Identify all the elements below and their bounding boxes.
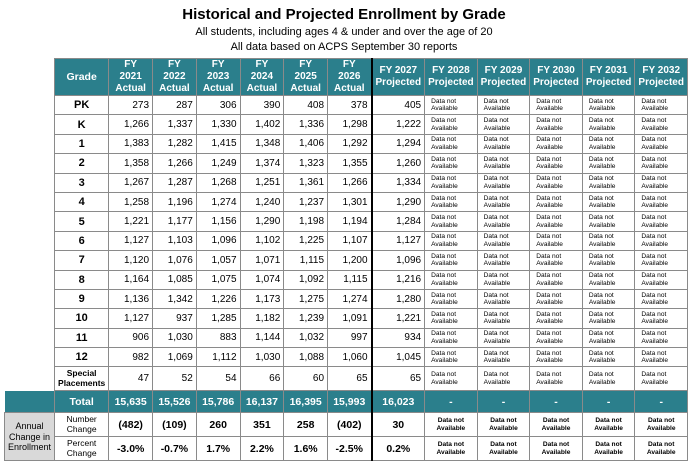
- enrollment-value: 1,115: [284, 251, 328, 270]
- table-row: [5, 289, 688, 308]
- table-row-special-placements: [5, 367, 688, 391]
- enrollment-value: 1,383: [109, 134, 153, 153]
- not-available-cell: Data not Available: [530, 154, 583, 173]
- total-dash: -: [425, 391, 478, 413]
- enrollment-value: 1,103: [153, 231, 197, 250]
- grade-label: 7: [55, 251, 109, 270]
- not-available-cell: Data not Available: [582, 309, 635, 328]
- enrollment-value: 1,415: [196, 134, 240, 153]
- grade-header: Grade: [55, 59, 109, 96]
- row-blank: [5, 115, 55, 134]
- enrollment-value: 1,136: [109, 289, 153, 308]
- enrollment-value: 1,337: [153, 115, 197, 134]
- grade-label: 4: [55, 192, 109, 211]
- grade-label: 6: [55, 231, 109, 250]
- not-available-cell: Data not Available: [582, 251, 635, 270]
- enrollment-value: 1,402: [240, 115, 284, 134]
- not-available-cell: Data not Available: [530, 289, 583, 308]
- grade-label: 1: [55, 134, 109, 153]
- enrollment-value: 1,156: [196, 212, 240, 231]
- not-available-cell: Data not Available: [530, 192, 583, 211]
- enrollment-value: 982: [109, 348, 153, 367]
- enrollment-value: 1,112: [196, 348, 240, 367]
- not-available-cell: Data not Available: [530, 270, 583, 289]
- column-header-fy-2027: FY 2027 Projected: [372, 59, 425, 96]
- not-available-cell: Data not Available: [530, 115, 583, 134]
- column-header-fy-2024: FY 2024 Actual: [240, 59, 284, 96]
- column-header-fy-2021: FY 2021 Actual: [109, 59, 153, 96]
- enrollment-value: 1,085: [153, 270, 197, 289]
- not-available-cell: Data not Available: [477, 96, 530, 115]
- percent-change-value: -0.7%: [153, 437, 197, 461]
- enrollment-value: 1,266: [328, 173, 372, 192]
- percent-change-value: 0.2%: [372, 437, 425, 461]
- number-change-value: (402): [328, 413, 372, 437]
- not-available-cell: Data not Available: [635, 437, 688, 461]
- not-available-cell: Data not Available: [425, 192, 478, 211]
- enrollment-value: 1,266: [153, 154, 197, 173]
- not-available-cell: Data not Available: [477, 192, 530, 211]
- not-available-cell: Data not Available: [477, 413, 530, 437]
- number-change-value: 260: [196, 413, 240, 437]
- enrollment-value: 1,358: [109, 154, 153, 173]
- number-change-row: [5, 413, 688, 437]
- subtitle-students: All students, including ages 4 & under and over the age of 20: [195, 26, 493, 38]
- enrollment-value: 1,334: [372, 173, 425, 192]
- not-available-cell: Data not Available: [425, 134, 478, 153]
- not-available-cell: Data not Available: [530, 251, 583, 270]
- not-available-cell: Data not Available: [477, 367, 530, 391]
- not-available-cell: Data not Available: [635, 134, 688, 153]
- enrollment-value: 1,355: [328, 154, 372, 173]
- total-value: 15,786: [196, 391, 240, 413]
- not-available-cell: Data not Available: [477, 212, 530, 231]
- enrollment-value: 65: [328, 367, 372, 391]
- not-available-cell: Data not Available: [635, 154, 688, 173]
- enrollment-value: 1,290: [372, 192, 425, 211]
- not-available-cell: Data not Available: [477, 270, 530, 289]
- row-blank: [5, 367, 55, 391]
- enrollment-value: 1,045: [372, 348, 425, 367]
- enrollment-value: 1,221: [109, 212, 153, 231]
- enrollment-value: 1,194: [328, 212, 372, 231]
- subtitle-source: All data based on ACPS September 30 reports: [230, 41, 458, 53]
- enrollment-value: 1,092: [284, 270, 328, 289]
- page-title: Historical and Projected Enrollment by Grade: [182, 6, 506, 23]
- grade-label: 12: [55, 348, 109, 367]
- enrollment-value: 1,285: [196, 309, 240, 328]
- enrollment-value: 1,275: [284, 289, 328, 308]
- row-blank: [5, 270, 55, 289]
- enrollment-value: 60: [284, 367, 328, 391]
- number-change-value: 258: [284, 413, 328, 437]
- not-available-cell: Data not Available: [425, 309, 478, 328]
- table-row: [5, 328, 688, 347]
- not-available-cell: Data not Available: [477, 251, 530, 270]
- not-available-cell: Data not Available: [530, 231, 583, 250]
- enrollment-value: 1,096: [372, 251, 425, 270]
- enrollment-value: 997: [328, 328, 372, 347]
- percent-change-row: [5, 437, 688, 461]
- not-available-cell: Data not Available: [425, 173, 478, 192]
- percent-change-value: 1.7%: [196, 437, 240, 461]
- row-blank: [5, 134, 55, 153]
- enrollment-value: 1,216: [372, 270, 425, 289]
- corner-blank: [5, 59, 55, 96]
- row-blank: [5, 96, 55, 115]
- enrollment-value: 1,267: [109, 173, 153, 192]
- not-available-cell: Data not Available: [477, 437, 530, 461]
- enrollment-value: 1,301: [328, 192, 372, 211]
- enrollment-value: 1,282: [153, 134, 197, 153]
- not-available-cell: Data not Available: [530, 367, 583, 391]
- not-available-cell: Data not Available: [425, 251, 478, 270]
- total-value: 16,137: [240, 391, 284, 413]
- enrollment-value: 1,361: [284, 173, 328, 192]
- not-available-cell: Data not Available: [425, 328, 478, 347]
- enrollment-value: 306: [196, 96, 240, 115]
- enrollment-value: 1,091: [328, 309, 372, 328]
- column-header-fy-2025: FY 2025 Actual: [284, 59, 328, 96]
- grade-label: 2: [55, 154, 109, 173]
- grade-label: 9: [55, 289, 109, 308]
- not-available-cell: Data not Available: [582, 173, 635, 192]
- not-available-cell: Data not Available: [530, 328, 583, 347]
- not-available-cell: Data not Available: [635, 348, 688, 367]
- not-available-cell: Data not Available: [635, 212, 688, 231]
- enrollment-value: 1,274: [328, 289, 372, 308]
- grade-label: 8: [55, 270, 109, 289]
- enrollment-value: 1,290: [240, 212, 284, 231]
- enrollment-value: 1,102: [240, 231, 284, 250]
- not-available-cell: Data not Available: [582, 413, 635, 437]
- enrollment-value: 1,287: [153, 173, 197, 192]
- not-available-cell: Data not Available: [582, 348, 635, 367]
- column-header-fy-2032: FY 2032 Projected: [635, 59, 688, 96]
- grade-label: 3: [55, 173, 109, 192]
- enrollment-value: 273: [109, 96, 153, 115]
- not-available-cell: Data not Available: [477, 115, 530, 134]
- not-available-cell: Data not Available: [582, 115, 635, 134]
- number-change-label: Number Change: [55, 413, 109, 437]
- not-available-cell: Data not Available: [582, 134, 635, 153]
- enrollment-value: 1,076: [153, 251, 197, 270]
- enrollment-value: 1,239: [284, 309, 328, 328]
- row-blank: [5, 309, 55, 328]
- enrollment-value: 1,298: [328, 115, 372, 134]
- row-blank: [5, 154, 55, 173]
- column-header-fy-2029: FY 2029 Projected: [477, 59, 530, 96]
- row-blank: [5, 391, 55, 413]
- enrollment-value: 1,071: [240, 251, 284, 270]
- not-available-cell: Data not Available: [635, 328, 688, 347]
- not-available-cell: Data not Available: [477, 173, 530, 192]
- enrollment-value: 1,374: [240, 154, 284, 173]
- not-available-cell: Data not Available: [635, 192, 688, 211]
- enrollment-value: 1,057: [196, 251, 240, 270]
- row-blank: [5, 328, 55, 347]
- not-available-cell: Data not Available: [425, 212, 478, 231]
- not-available-cell: Data not Available: [582, 192, 635, 211]
- not-available-cell: Data not Available: [425, 270, 478, 289]
- not-available-cell: Data not Available: [582, 231, 635, 250]
- number-change-value: 30: [372, 413, 425, 437]
- enrollment-value: 1,032: [284, 328, 328, 347]
- enrollment-value: 54: [196, 367, 240, 391]
- not-available-cell: Data not Available: [477, 289, 530, 308]
- enrollment-value: 1,237: [284, 192, 328, 211]
- enrollment-value: 1,221: [372, 309, 425, 328]
- enrollment-value: 1,336: [284, 115, 328, 134]
- not-available-cell: Data not Available: [425, 96, 478, 115]
- not-available-cell: Data not Available: [582, 437, 635, 461]
- enrollment-value: 1,268: [196, 173, 240, 192]
- enrollment-value: 1,249: [196, 154, 240, 173]
- row-blank: [5, 289, 55, 308]
- enrollment-value: 1,240: [240, 192, 284, 211]
- row-blank: [5, 231, 55, 250]
- not-available-cell: Data not Available: [425, 348, 478, 367]
- enrollment-value: 1,406: [284, 134, 328, 153]
- enrollment-value: 390: [240, 96, 284, 115]
- grade-label: 10: [55, 309, 109, 328]
- row-blank: [5, 251, 55, 270]
- not-available-cell: Data not Available: [530, 413, 583, 437]
- table-row: [5, 192, 688, 211]
- row-blank: [5, 173, 55, 192]
- enrollment-value: 1,127: [109, 231, 153, 250]
- enrollment-value: 66: [240, 367, 284, 391]
- total-label: Total: [55, 391, 109, 413]
- total-value: 15,993: [328, 391, 372, 413]
- enrollment-value: 1,284: [372, 212, 425, 231]
- not-available-cell: Data not Available: [477, 328, 530, 347]
- enrollment-value: 1,258: [109, 192, 153, 211]
- not-available-cell: Data not Available: [635, 96, 688, 115]
- enrollment-value: 1,200: [328, 251, 372, 270]
- not-available-cell: Data not Available: [530, 348, 583, 367]
- not-available-cell: Data not Available: [477, 154, 530, 173]
- not-available-cell: Data not Available: [425, 437, 478, 461]
- enrollment-value: 1,127: [109, 309, 153, 328]
- enrollment-value: 1,107: [328, 231, 372, 250]
- grade-label: K: [55, 115, 109, 134]
- enrollment-value: 65: [372, 367, 425, 391]
- percent-change-value: 1.6%: [284, 437, 328, 461]
- table-row: [5, 270, 688, 289]
- percent-change-label: Percent Change: [55, 437, 109, 461]
- total-dash: -: [635, 391, 688, 413]
- not-available-cell: Data not Available: [530, 437, 583, 461]
- not-available-cell: Data not Available: [477, 231, 530, 250]
- not-available-cell: Data not Available: [530, 212, 583, 231]
- not-available-cell: Data not Available: [530, 173, 583, 192]
- row-blank: [5, 192, 55, 211]
- enrollment-value: 934: [372, 328, 425, 347]
- not-available-cell: Data not Available: [425, 231, 478, 250]
- enrollment-value: 1,120: [109, 251, 153, 270]
- enrollment-value: 1,342: [153, 289, 197, 308]
- number-change-value: (482): [109, 413, 153, 437]
- table-row: [5, 96, 688, 115]
- percent-change-value: -2.5%: [328, 437, 372, 461]
- enrollment-value: 1,074: [240, 270, 284, 289]
- not-available-cell: Data not Available: [635, 413, 688, 437]
- total-dash: -: [530, 391, 583, 413]
- not-available-cell: Data not Available: [582, 96, 635, 115]
- annual-change-label: Annual Change in Enrollment: [5, 413, 55, 461]
- enrollment-value: 47: [109, 367, 153, 391]
- enrollment-value: 1,292: [328, 134, 372, 153]
- grade-label: 11: [55, 328, 109, 347]
- enrollment-value: 1,060: [328, 348, 372, 367]
- not-available-cell: Data not Available: [635, 231, 688, 250]
- enrollment-value: 1,251: [240, 173, 284, 192]
- table-row: [5, 134, 688, 153]
- table-row: [5, 348, 688, 367]
- not-available-cell: Data not Available: [425, 154, 478, 173]
- enrollment-value: 883: [196, 328, 240, 347]
- table-row: [5, 115, 688, 134]
- number-change-value: (109): [153, 413, 197, 437]
- enrollment-value: 1,096: [196, 231, 240, 250]
- enrollment-value: 1,280: [372, 289, 425, 308]
- total-value: 15,526: [153, 391, 197, 413]
- table-row: [5, 251, 688, 270]
- header-row: [5, 59, 688, 96]
- table-row: [5, 154, 688, 173]
- total-value: 16,395: [284, 391, 328, 413]
- enrollment-value: 408: [284, 96, 328, 115]
- enrollment-value: 1,260: [372, 154, 425, 173]
- enrollment-value: 1,274: [196, 192, 240, 211]
- not-available-cell: Data not Available: [582, 289, 635, 308]
- enrollment-value: 1,177: [153, 212, 197, 231]
- enrollment-value: 937: [153, 309, 197, 328]
- enrollment-value: 1,330: [196, 115, 240, 134]
- enrollment-value: 1,323: [284, 154, 328, 173]
- enrollment-value: 1,173: [240, 289, 284, 308]
- not-available-cell: Data not Available: [635, 309, 688, 328]
- not-available-cell: Data not Available: [477, 309, 530, 328]
- enrollment-value: 1,196: [153, 192, 197, 211]
- enrollment-value: 287: [153, 96, 197, 115]
- not-available-cell: Data not Available: [425, 413, 478, 437]
- not-available-cell: Data not Available: [530, 309, 583, 328]
- column-header-fy-2023: FY 2023 Actual: [196, 59, 240, 96]
- enrollment-value: 378: [328, 96, 372, 115]
- table-row: [5, 173, 688, 192]
- enrollment-value: 1,069: [153, 348, 197, 367]
- not-available-cell: Data not Available: [425, 115, 478, 134]
- not-available-cell: Data not Available: [530, 134, 583, 153]
- enrollment-value: 1,182: [240, 309, 284, 328]
- enrollment-value: 1,294: [372, 134, 425, 153]
- percent-change-value: 2.2%: [240, 437, 284, 461]
- total-dash: -: [582, 391, 635, 413]
- not-available-cell: Data not Available: [582, 328, 635, 347]
- column-header-fy-2026: FY 2026 Actual: [328, 59, 372, 96]
- not-available-cell: Data not Available: [582, 367, 635, 391]
- enrollment-value: 1,030: [153, 328, 197, 347]
- enrollment-value: 1,226: [196, 289, 240, 308]
- not-available-cell: Data not Available: [582, 154, 635, 173]
- column-header-fy-2031: FY 2031 Projected: [582, 59, 635, 96]
- enrollment-value: 1,348: [240, 134, 284, 153]
- enrollment-value: 1,030: [240, 348, 284, 367]
- column-header-fy-2028: FY 2028 Projected: [425, 59, 478, 96]
- not-available-cell: Data not Available: [477, 134, 530, 153]
- not-available-cell: Data not Available: [477, 348, 530, 367]
- not-available-cell: Data not Available: [635, 173, 688, 192]
- not-available-cell: Data not Available: [635, 251, 688, 270]
- enrollment-value: 1,115: [328, 270, 372, 289]
- enrollment-value: 906: [109, 328, 153, 347]
- number-change-value: 351: [240, 413, 284, 437]
- row-blank: [5, 212, 55, 231]
- total-dash: -: [477, 391, 530, 413]
- table-row: [5, 212, 688, 231]
- not-available-cell: Data not Available: [582, 270, 635, 289]
- table-row: [5, 309, 688, 328]
- not-available-cell: Data not Available: [635, 289, 688, 308]
- enrollment-value: 1,225: [284, 231, 328, 250]
- total-value: 16,023: [372, 391, 425, 413]
- total-row: [5, 391, 688, 413]
- not-available-cell: Data not Available: [530, 96, 583, 115]
- enrollment-value: 1,222: [372, 115, 425, 134]
- column-header-fy-2030: FY 2030 Projected: [530, 59, 583, 96]
- not-available-cell: Data not Available: [635, 115, 688, 134]
- row-blank: [5, 348, 55, 367]
- enrollment-value: 1,088: [284, 348, 328, 367]
- grade-label-special: Special Placements: [55, 367, 109, 391]
- enrollment-value: 52: [153, 367, 197, 391]
- enrollment-value: 1,266: [109, 115, 153, 134]
- enrollment-value: 1,127: [372, 231, 425, 250]
- enrollment-value: 405: [372, 96, 425, 115]
- column-header-fy-2022: FY 2022 Actual: [153, 59, 197, 96]
- grade-label: PK: [55, 96, 109, 115]
- enrollment-value: 1,164: [109, 270, 153, 289]
- enrollment-value: 1,144: [240, 328, 284, 347]
- not-available-cell: Data not Available: [635, 367, 688, 391]
- percent-change-value: -3.0%: [109, 437, 153, 461]
- enrollment-value: 1,198: [284, 212, 328, 231]
- enrollment-value: 1,075: [196, 270, 240, 289]
- table-row: [5, 231, 688, 250]
- grade-label: 5: [55, 212, 109, 231]
- total-value: 15,635: [109, 391, 153, 413]
- enrollment-table: [4, 58, 688, 461]
- not-available-cell: Data not Available: [425, 289, 478, 308]
- not-available-cell: Data not Available: [635, 270, 688, 289]
- not-available-cell: Data not Available: [425, 367, 478, 391]
- not-available-cell: Data not Available: [582, 212, 635, 231]
